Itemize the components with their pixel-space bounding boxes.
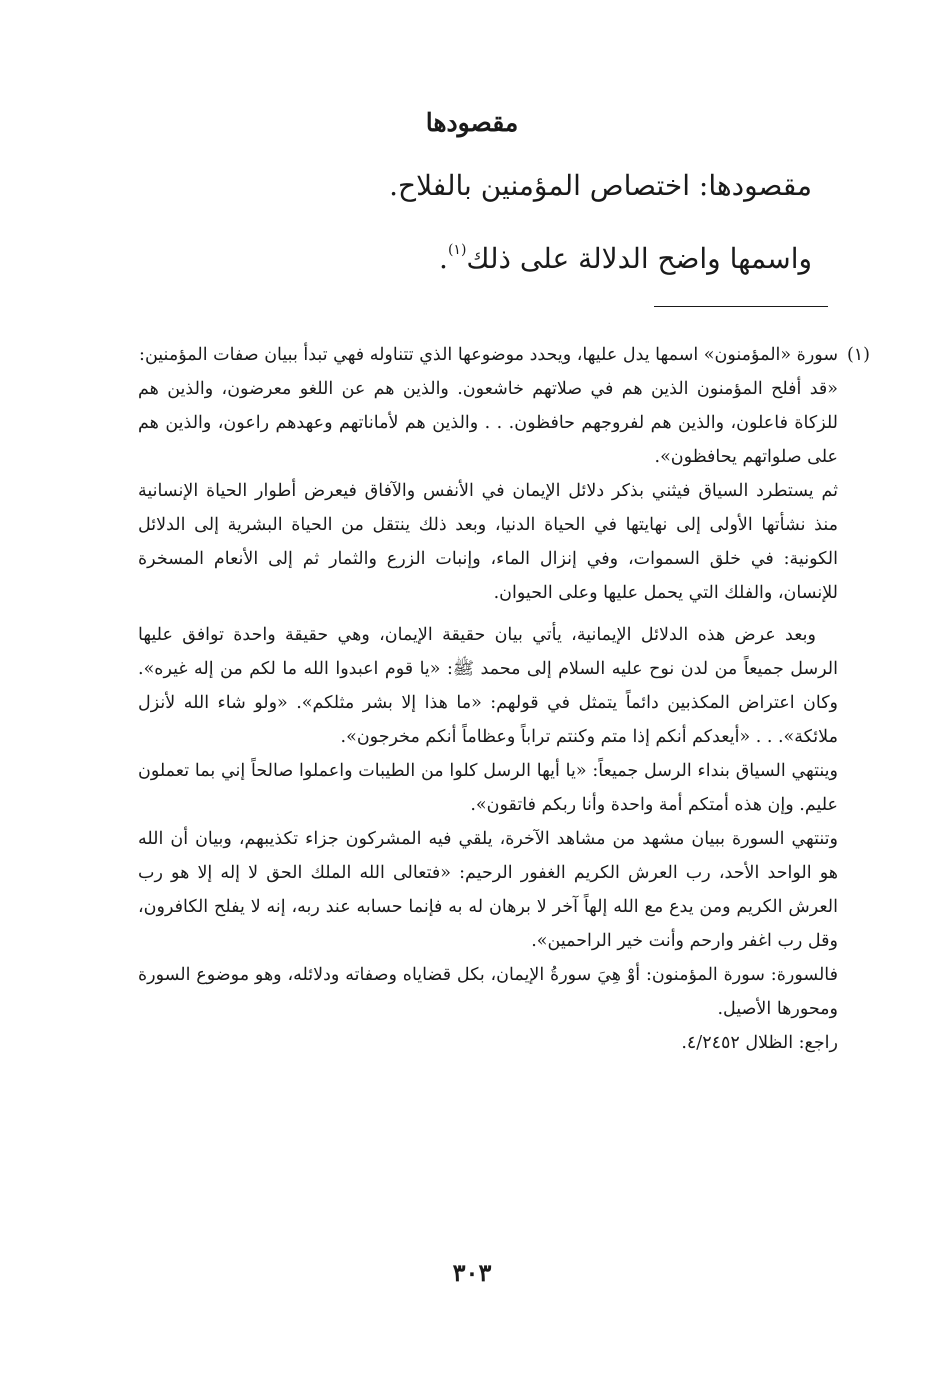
footnote-paragraph-4: وبعد عرض هذه الدلائل الإيمانية، يأتي بيان حقيقة الإيمان، وهي حقيقة واحدة توافق عليها الرسل جميعاً من لدن نوح عليه السلام إلى محمد ﷺ: «يا قوم اعبدوا الله ما لكم من إله غيره». وكان اعتراض المكذبين دائماً يتمثل في قولهم: «ما هذا إلا بشر مثلكم». «ولو شاء الله لأنزل ملائكة». . . «أيعدكم أنكم إذا متم وكنتم تراباً وعظاماً أنكم مخرجون».	[138, 625, 838, 747]
footnote-paragraph-1-text: سورة «المؤمنون» اسمها يدل عليها، ويحدد موضوعها الذي تتناوله فهي تبدأ ببيان صفات المؤمنين:	[139, 345, 838, 365]
footnote-block	[138, 338, 870, 1060]
footnote-paragraph-8: راجع: الظلال ٤/٢٤٥٢.	[681, 1033, 838, 1053]
main-text-line-1: مقصودها: اختصاص المؤمنين بالفلاح.	[389, 169, 812, 202]
footnote-paragraph-6: وتنتهي السورة ببيان مشهد من مشاهد الآخرة، يلقي فيه المشركون جزاء تكذيبهم، وبيان أن الله هو الواحد الأحد، رب العرش الكريم الغفور الرحيم: «فتعالى الله الملك الحق لا إله إلا هو رب العرش الكريم ومن يدع مع الله إلهاً آخر لا برهان له به فإنما حسابه عند ربه، إنه لا يفلح الكافرون، وقل رب اغفر وارحم وأنت خير الراحمين».	[138, 829, 838, 951]
footnote-paragraph-5: وينتهي السياق بنداء الرسل جميعاً: «يا أيها الرسل كلوا من الطيبات واعملوا صالحاً إني بما تعملون عليم. وإن هذه أمتكم أمة واحدة وأنا ربكم فاتقون».	[138, 761, 838, 815]
footnote-separator-rule	[654, 306, 828, 307]
main-text-line-2-end: .	[439, 242, 448, 275]
page-number: ٣٠٣	[452, 1258, 492, 1287]
footnote-paragraph-2: «قد أفلح المؤمنون الذين هم في صلاتهم خاشعون. والذين هم عن اللغو معرضون، والذين هم للزكاة فاعلون، والذين هم لفروجهم حافظون. . . والذين هم لأماناتهم وعهدهم راعون، والذين هم على صلواتهم يحافظون».	[138, 379, 838, 467]
section-heading: مقصودها	[425, 108, 519, 137]
footnote-paragraph-7: فالسورة: سورة المؤمنون: أوْ هِيَ سورةُ الإيمان، بكل قضاياه وصفاته ودلائله، وهو موضوع السورة ومحورها الأصيل.	[138, 965, 838, 1019]
footnote-paragraph-1	[138, 338, 870, 372]
footnote-reference[interactable]: (١)	[447, 242, 467, 258]
footnote-marker: (١)	[846, 345, 870, 365]
main-text-line-2	[132, 230, 812, 279]
footnote-paragraph-3: ثم يستطرد السياق فيثني بذكر دلائل الإيمان في الأنفس والآفاق فيعرض أطوار الحياة الإنسانية منذ نشأتها الأولى إلى نهايتها في الحياة الدنيا، وبعد ذلك ينتقل من الحياة البشرية إلى الدلائل الكونية: في خلق السموات، وفي إنزال الماء، وإنبات الزرع والثمار ثم إلى الأنعام المسخرة للإنسان، والفلك التي يحمل عليها وعلى الحيوان.	[138, 481, 838, 603]
main-text-line-2-text: واسمها واضح الدلالة على ذلك	[466, 242, 812, 275]
